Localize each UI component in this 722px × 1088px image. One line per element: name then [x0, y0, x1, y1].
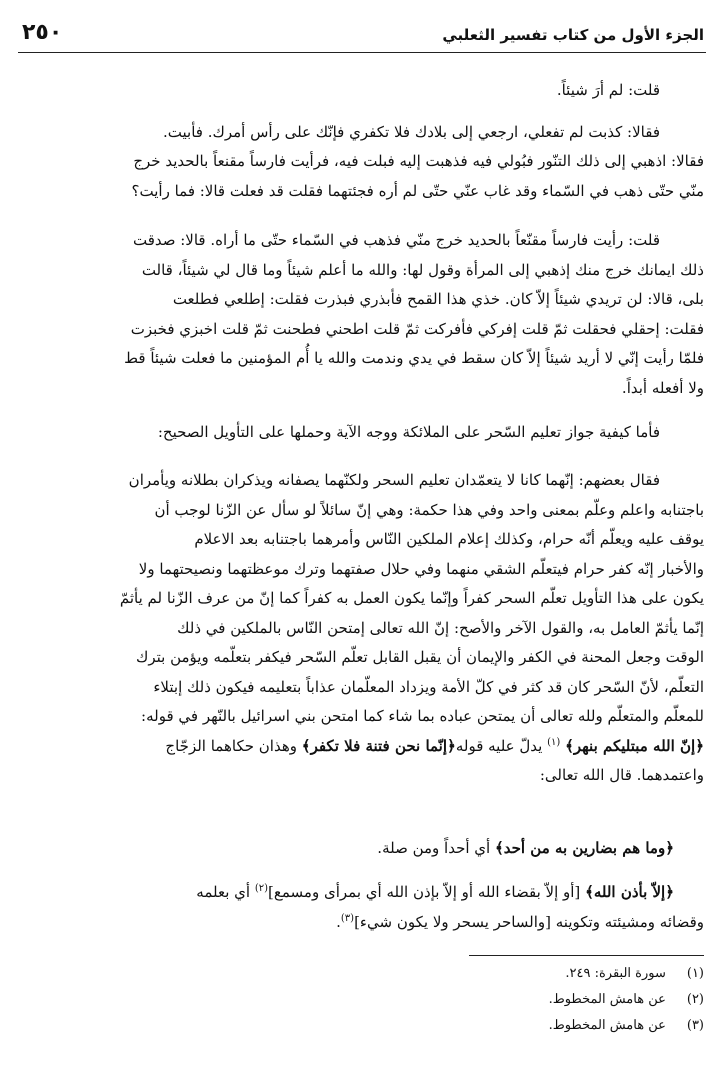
footnote-text: عن هامش المخطوط. — [548, 992, 666, 1007]
quran-quote: ﴿وما هم بضارين به من أحد﴾ — [494, 839, 674, 857]
quran-quote: ﴿إلاّ بأذن الله﴾ — [585, 883, 674, 901]
text-line: ذلك ايمانك خرج منك إذهبي إلى المرأة وقول لها: والله ما أعلم شيئاً وما قال لي شيئاً، قالت — [141, 260, 704, 279]
text-line: ولا أفعله أبداً. — [621, 378, 704, 397]
text-line — [20, 878, 704, 908]
text-line: الوقت وجعل المحنة في الكفر والإيمان أن يقبل القابل تعلّم السّحر فيكفر بتعلّمه ويؤمن بترك — [136, 648, 704, 666]
text-line: فقلت: إحقلي فحقلت ثمّ قلت إفركي فأفركت ثمّ قلت اطحني فطحنت ثمّ قلت اخبزي فخبزت — [130, 319, 704, 338]
text-line: يكون على هذا التأويل تعلّم السحر كفراً وإنّما يكون العمل به كفراً كما إنّ من عرف الزّنا لم يأثمّ — [119, 589, 704, 607]
paragraph-4 — [20, 226, 704, 403]
text-line: واعتمدهما. قال الله تعالى: — [539, 766, 704, 784]
text-line: فقالا: كذبت لم تفعلي، ارجعي إلى بلادك فلا تكفري فإنّك على رأس أمرك. فأبيت. — [163, 123, 660, 141]
text-segment: يدلّ عليه قوله — [455, 736, 543, 755]
footnote-2 — [20, 990, 704, 1010]
footnote-text: سورة البقرة: ٢٤٩. — [565, 966, 666, 981]
footnote-text: عن هامش المخطوط. — [548, 1018, 666, 1033]
text-line: والأخبار إنّه كفر حرام فيتعلّم الشقي منهما وفي حلال صفتهما وترك موعظتهما ونصيحتهما ولا — [138, 559, 704, 578]
text-segment: [أو إلاّ بقضاء الله أو إلاّ بإذن الله أي بمرأى ومسمع] — [268, 883, 581, 901]
page-number: ٢٥٠ — [22, 20, 63, 45]
text-line: فقال بعضهم: إنّهما كانا لا يتعمّدان تعليم السحر ولكنّهما يصفانه ويذكران بطلانه ويأمران — [128, 471, 660, 489]
text-line: قلت: لم أرَ شيئاً. — [556, 81, 660, 99]
footnote-ref: (٣) — [340, 912, 355, 924]
paragraph-8 — [20, 878, 704, 937]
paragraph-2 — [20, 118, 704, 148]
paragraph-6 — [20, 466, 704, 791]
page-header — [18, 12, 706, 53]
text-segment: . — [336, 912, 341, 931]
text-line: يوقف عليه ويعلّم أنّه حرام، وكذلك إعلام الملكين النّاس وأمرهما باجتنابه بعد الاعلام — [194, 530, 704, 548]
paragraph-7 — [20, 834, 704, 864]
text-segment: أي بعلمه — [196, 883, 251, 901]
paragraph-1 — [20, 76, 704, 106]
footnote-number: (١) — [686, 966, 704, 981]
footnote-number: (٢) — [686, 992, 704, 1007]
text-line — [20, 834, 704, 864]
text-line: بلى، قالا: لن تريدي شيئاً إلاّ كان. خذي هذا القمح فأبذري فبذرت فقلت: إطلعي فطلعت — [172, 290, 704, 308]
text-segment: وهذان حكاهما الزجّاج — [165, 736, 297, 755]
paragraph-5 — [20, 418, 704, 448]
text-line: إنّما يأثمّ العامل به، والقول الآخر والأصح: إنّ الله تعالى إمتحن النّاس بالملكين في ذلك — [177, 618, 704, 637]
text-segment: أي أحداً ومن صلة. — [377, 839, 491, 857]
text-line: التعلّم، لأنّ السّحر كان قد كثر في كلّ الأمة ويزداد المعلّمان عذاباً بتعليمه فيكون ذلك إبتلاء — [153, 677, 704, 696]
quran-quote: ﴿إنّ الله مبتليكم بنهر﴾ — [565, 736, 704, 755]
text-line: فلمّا رأيت إنّي لا أريد شيئاً إلاّ كان سقط في يدي وندمت والله يا أُم المؤمنين ما فعلت شيئاً قط — [124, 349, 704, 367]
text-line: للمعلّم والمتعلّم ولله تعالى أن يمتحن عباده بما شاء كما امتحن بني اسرائيل بالنّهر في قوله: — [141, 707, 704, 725]
text-line: قلت: رأيت فارساً مقنّعاً بالحديد خرج منّي فذهب في السّماء حتّى ما أراه. قالا: صدقت — [132, 231, 660, 249]
footnote-separator — [469, 955, 704, 956]
footnote-ref: (١) — [547, 736, 561, 748]
footnote-3 — [20, 1016, 704, 1036]
footnote-1 — [20, 964, 704, 984]
running-title: الجزء الأول من كتاب تفسير الثعلبي — [442, 26, 704, 44]
text-line: منّي حتّى ذهب في السّماء وقد غاب عنّي حتّى لم أره فجئتهما فقلت قد فعلت قالا: فما رأيت؟ — [131, 181, 704, 200]
footnote-ref: (٢) — [254, 883, 269, 894]
footnote-number: (٣) — [686, 1018, 704, 1033]
paragraph-3 — [20, 147, 704, 206]
text-line: فقالا: اذهبي إلى ذلك التنّور فبُولي فيه فذهبت إليه فبلت فيه، فرأيت فارساً مقنعاً بالحديد خرج — [133, 152, 704, 170]
quran-quote: ﴿إنّما نحن فتنة فلا تكفر﴾ — [301, 736, 456, 755]
text-line: فأما كيفية جواز تعليم السّحر على الملائكة ووجه الآية وحملها على التأويل الصحيح: — [157, 423, 660, 441]
text-line — [20, 908, 704, 938]
text-segment: وقضائه ومشيئته وتكوينه [والساحر يسحر ولا يكون شيء] — [354, 912, 704, 931]
text-line: باجتنابه واعلم وعلّم بمعنى واحد وفي هذا حكمة: وهي إنّ سائلاً لو سأل عن الزّنا لوجب أن — [154, 500, 704, 519]
text-line — [20, 732, 704, 762]
